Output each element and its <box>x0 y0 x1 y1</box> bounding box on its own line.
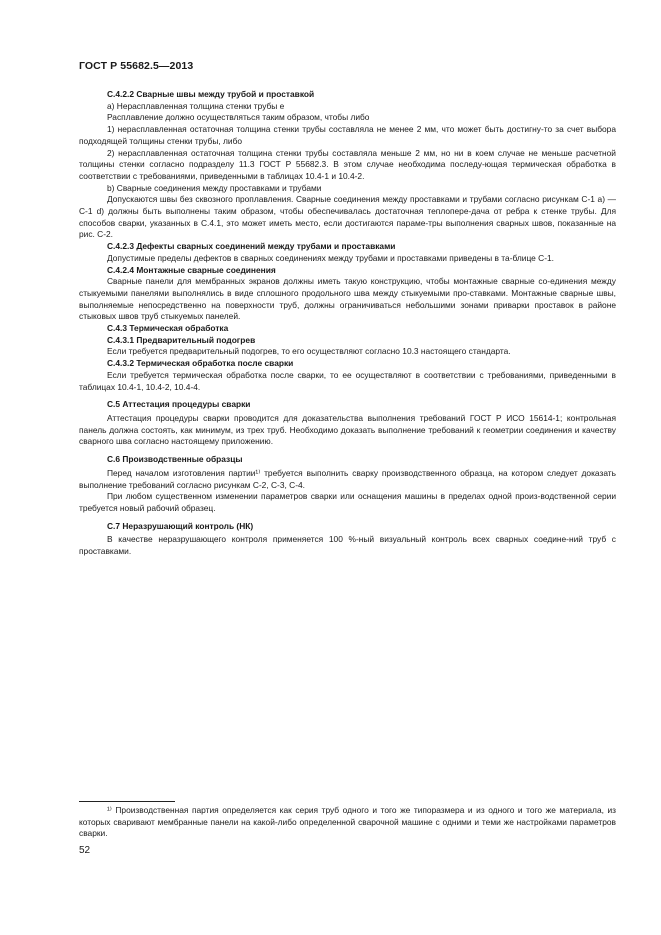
paragraph: b) Сварные соединения между проставками и трубами <box>107 182 322 193</box>
footnote-text: ¹⁾ Производственная партия определяется как серия труб одного и того же типоразмера и из одного и того же материала, из которых сваривают мембранные панели на какой-либо определенной сварочной машине с одними и теми же настройками параметров сварки. <box>79 805 616 839</box>
paragraph: Допустимые пределы дефектов в сварных соединениях между трубами и проставками приведены в та-блице С-1. <box>107 252 554 263</box>
paragraph: При любом существенном изменении параметров сварки или оснащения машины в пределах одной произ-водственной серии требуется новый рабочий образец. <box>79 491 616 513</box>
page-number: 52 <box>79 845 91 856</box>
footnote <box>79 805 616 840</box>
section-heading: С.4.3 Термическая обработка <box>107 323 229 334</box>
paragraph: а) Нерасплавленная толщина стенки трубы e <box>107 100 285 111</box>
section-heading: С.7 Неразрушающий контроль (НК) <box>107 520 254 531</box>
paragraph: Перед началом изготовления партии¹⁾ требуется выполнить сварку производственного образца, на котором следует доказать выполнение требований согласно рисункам С-2, С-3, С-4. <box>79 467 616 490</box>
paragraph: Если требуется термическая обработка после сварки, то ее осуществляют в соответствии с требованиями, приведенными в таблицах 10.4-1, 10.4-2, 10.4-4. <box>79 369 616 392</box>
section-heading: С.5 Аттестация процедуры сварки <box>107 399 251 410</box>
document-header: ГОСТ Р 55682.5—2013 <box>79 60 194 72</box>
footnote-separator <box>79 801 175 802</box>
paragraph: Если требуется предварительный подогрев, то его осуществляют согласно 10.3 настоящего стандарта. <box>107 346 511 357</box>
section-heading: С.4.3.2 Термическая обработка после сварки <box>107 358 294 369</box>
paragraph: Сварные панели для мембранных экранов должны иметь такую конструкцию, чтобы монтажные сварные со-единения между стыкуемыми панелями выполнялись в виде сплошного продольного шва между стыкуемыми про-ставками. Монтажные сварные швы, выполняемые непосредственно на поверхности труб, должны ограничиваться небольшими зонами приварки проставок в районе стыковых швов труб стыкуемых панелей. <box>79 276 616 322</box>
paragraph: Расплавление должно осуществляться таким образом, чтобы либо <box>107 112 370 123</box>
section-heading: С.6 Производственные образцы <box>107 454 243 465</box>
paragraph: Аттестация процедуры сварки проводится для доказательства выполнения требований ГОСТ Р ИСО 15614-1; контрольная панель должна состоять, как минимум, из трех труб. Необходимо доказать выполнение требований к геометрии соединения и качеству сварного шва согласно настоящему приложению. <box>79 412 616 447</box>
section-heading: С.4.2.2 Сварные швы между трубой и проставкой <box>107 89 315 99</box>
document-body <box>79 89 616 558</box>
section-heading: С.4.2.3 Дефекты сварных соединений между трубами и проставками <box>107 241 396 252</box>
section-heading: С.4.3.1 Предварительный подогрев <box>107 334 256 345</box>
section-heading: С.4.2.4 Монтажные сварные соединения <box>107 264 276 275</box>
paragraph: В качестве неразрушающего контроля применяется 100 %-ный визуальный контроль всех сварных соедине-ний труб с проставками. <box>79 534 616 557</box>
paragraph: 2) нерасплавленная остаточная толщина стенки трубы составляла меньше 2 мм, но ни в коем случае не меньше расчетной толщины стенки согласно подразделу 11.3 ГОСТ Р 55682.3. В этом случае необходима последу-ющая термическая обработка в соответствии с требованиями, приведенными в таблицах 10.4-1 и 10.4-2. <box>79 147 616 181</box>
paragraph: Допускаются швы без сквозного проплавления. Сварные соединения между проставками и трубами согласно рисункам С-1 а) — С-1 d) должны быть выполнены таким образом, чтобы обеспечивалась достаточная теплопере-дача от ребра к стенке трубы. Для способов сварки, указанных в С.4.1, это может иметь место, если достигаются параме-тры выполнения сварных швов, показанные на рис. С-2. <box>79 194 616 240</box>
paragraph: 1) нерасплавленная остаточная толщина стенки трубы составляла не менее 2 мм, что может быть достигну-то за счет выбора подходящей толщины стенки трубы, либо <box>79 124 616 146</box>
